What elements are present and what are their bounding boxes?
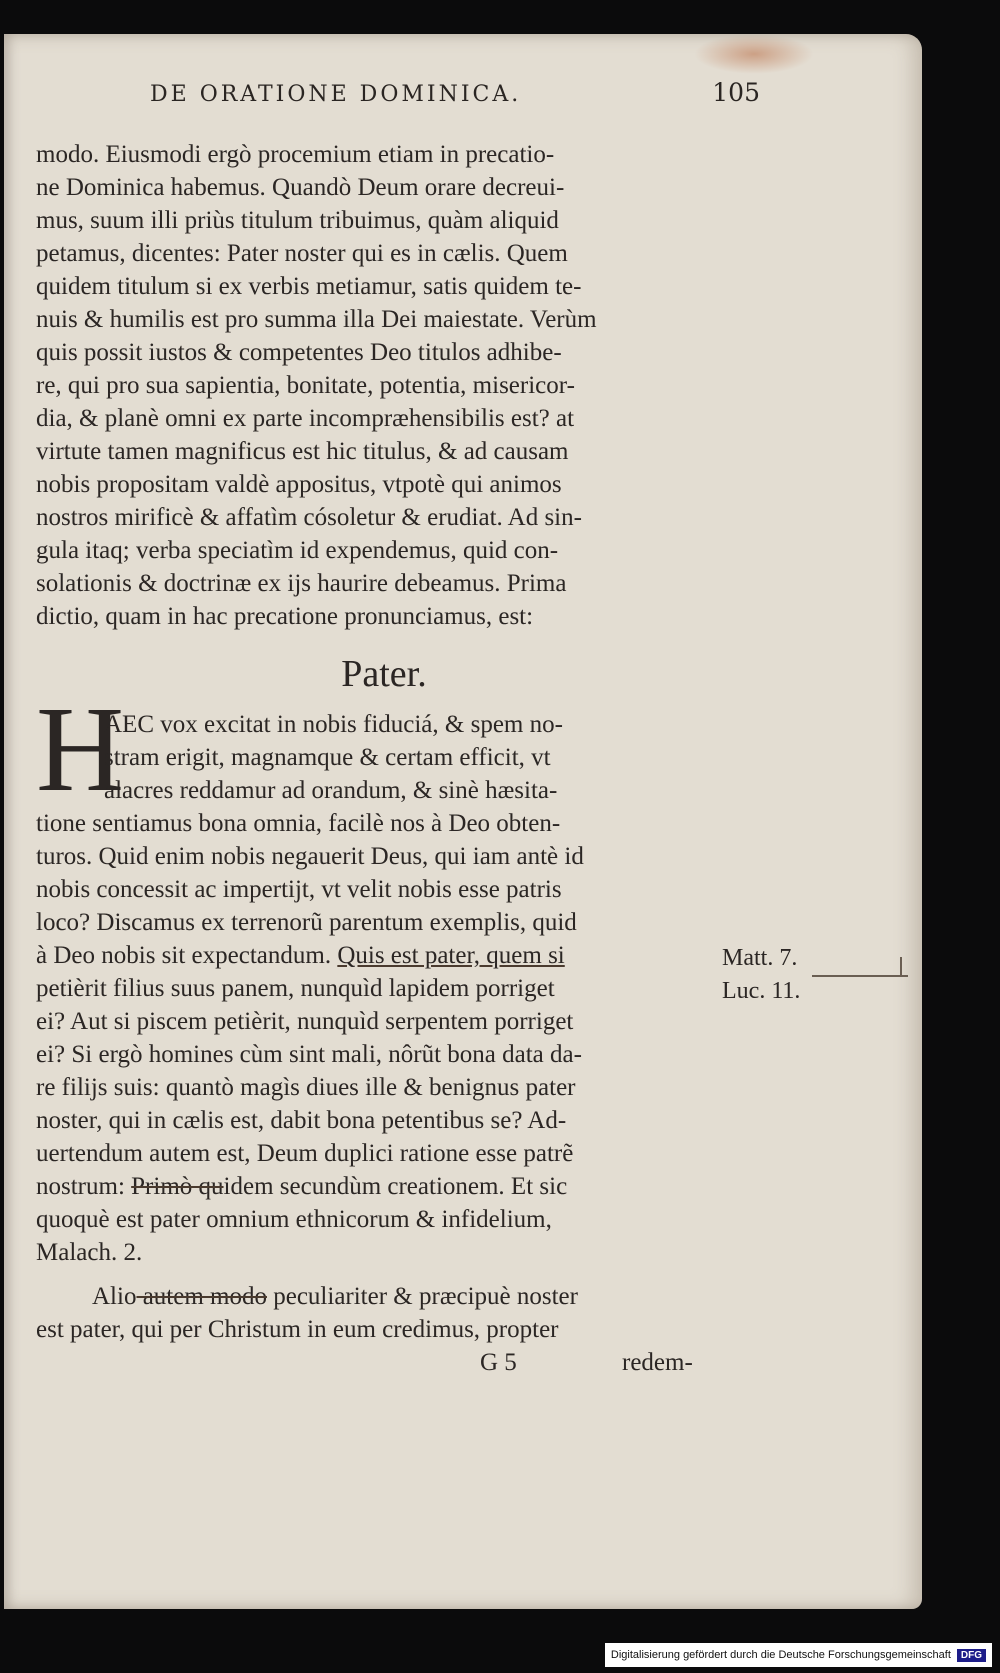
text-line: re filijs suis: quantò magìs diues ille & benignus pater <box>36 1074 576 1101</box>
text-line: gula itaq; verba speciatìm id expendemus, quid con- <box>36 537 559 564</box>
underlined-phrase: Quis est pater, quem si <box>337 942 565 969</box>
text-segment: Alio <box>92 1283 137 1310</box>
margin-tick-line <box>900 957 902 975</box>
text-line: turos. Quid enim nobis negauerit Deus, qui iam antè id <box>36 843 584 870</box>
text-line <box>36 1170 716 1204</box>
section-heading: Pater. <box>341 653 427 695</box>
catchword: redem- <box>622 1349 693 1376</box>
paper-stain <box>694 34 814 74</box>
text-line: quidem titulum si ex verbis metiamur, satis quidem te- <box>36 273 582 300</box>
text-line: loco? Discamus ex terrenorũ parentum exemplis, quid <box>36 909 577 936</box>
text-line: tione sentiamus bona omnia, facilè nos à Deo obten- <box>36 810 561 837</box>
text-line: nobis concessit ac impertijt, vt velit nobis esse patris <box>36 876 562 903</box>
text-line: quis possit iustos & competentes Deo titulos adhibe- <box>36 339 562 366</box>
text-line: nobis propositam valdè appositus, vtpotè qui animos <box>36 471 562 498</box>
text-segment: nostrum: <box>36 1173 125 1200</box>
signature-mark: G 5 <box>480 1349 517 1376</box>
text-line: ne Dominica habemus. Quandò Deum orare decreui- <box>36 174 565 201</box>
text-line: nostros mirificè & affatìm cósoletur & erudiat. Ad sin- <box>36 504 582 531</box>
digitization-credit <box>605 1643 992 1667</box>
dfg-logo-icon: DFG <box>957 1649 986 1662</box>
text-line: nuis & humilis est pro summa illa Dei maiestate. Verùm <box>36 306 597 333</box>
text-line <box>36 939 716 973</box>
text-line: noster, qui in cælis est, dabit bona petentibus se? Ad- <box>36 1107 567 1134</box>
text-segment: à Deo nobis sit expectandum. <box>36 942 332 969</box>
text-line: AEC vox excitat in nobis fiduciá, & spem no- <box>104 711 563 738</box>
margin-rule-line <box>812 975 908 977</box>
struck-phrase: autem modo <box>136 1283 267 1310</box>
text-segment: peculiariter & præcipuè noster <box>266 1283 578 1310</box>
text-line: petamus, dicentes: Pater noster qui es in cælis. Quem <box>36 240 568 267</box>
drop-cap-initial: H <box>36 682 125 817</box>
text-line: quoquè est pater omnium ethnicorum & infidelium, <box>36 1206 552 1233</box>
credit-text: Digitalisierung gefördert durch die Deutsche Forschungsgemeinschaft <box>610 1649 951 1661</box>
text-line: est pater, qui per Christum in eum credimus, propter <box>36 1316 559 1343</box>
text-line: dictio, quam in hac precatione pronunciamus, est: <box>36 603 534 630</box>
running-title: DE ORATIONE DOMINICA. <box>150 82 522 107</box>
margin-note-luc: Luc. 11. <box>722 978 801 1004</box>
text-line: virtute tamen magnificus est hic titulus, & ad causam <box>36 438 569 465</box>
text-line: dia, & planè omni ex parte incompræhensibilis est? at <box>36 405 575 432</box>
text-line: alacres reddamur ad orandum, & sinè hæsita- <box>104 777 558 804</box>
text-line: uertendum autem est, Deum duplici ratione esse patrẽ <box>36 1140 574 1167</box>
struck-word: Primò qu <box>131 1173 224 1200</box>
text-segment: idem secundùm creationem. Et sic <box>223 1173 568 1200</box>
text-line: mus, suum illi priùs titulum tribuimus, quàm aliquid <box>36 207 559 234</box>
text-line: ei? Aut si piscem petièrit, nunquìd serpentem porriget <box>36 1008 574 1035</box>
text-line: stram erigit, magnamque & certam efficit, vt <box>104 744 551 771</box>
text-line <box>92 1280 716 1314</box>
text-line: Malach. 2. <box>36 1239 143 1266</box>
text-line: modo. Eiusmodi ergò procemium etiam in precatio- <box>36 141 555 168</box>
text-line: ei? Si ergò homines cùm sint mali, nôrũt bona data da- <box>36 1041 582 1068</box>
page-number: 105 <box>712 78 760 107</box>
text-line: solationis & doctrinæ ex ijs haurire debeamus. Prima <box>36 570 567 597</box>
text-line: re, qui pro sua sapientia, bonitate, potentia, misericor- <box>36 372 575 399</box>
text-line: petièrit filius suus panem, nunquìd lapidem porriget <box>36 975 555 1002</box>
page-header <box>150 76 760 116</box>
margin-note-matt: Matt. 7. <box>722 945 798 971</box>
